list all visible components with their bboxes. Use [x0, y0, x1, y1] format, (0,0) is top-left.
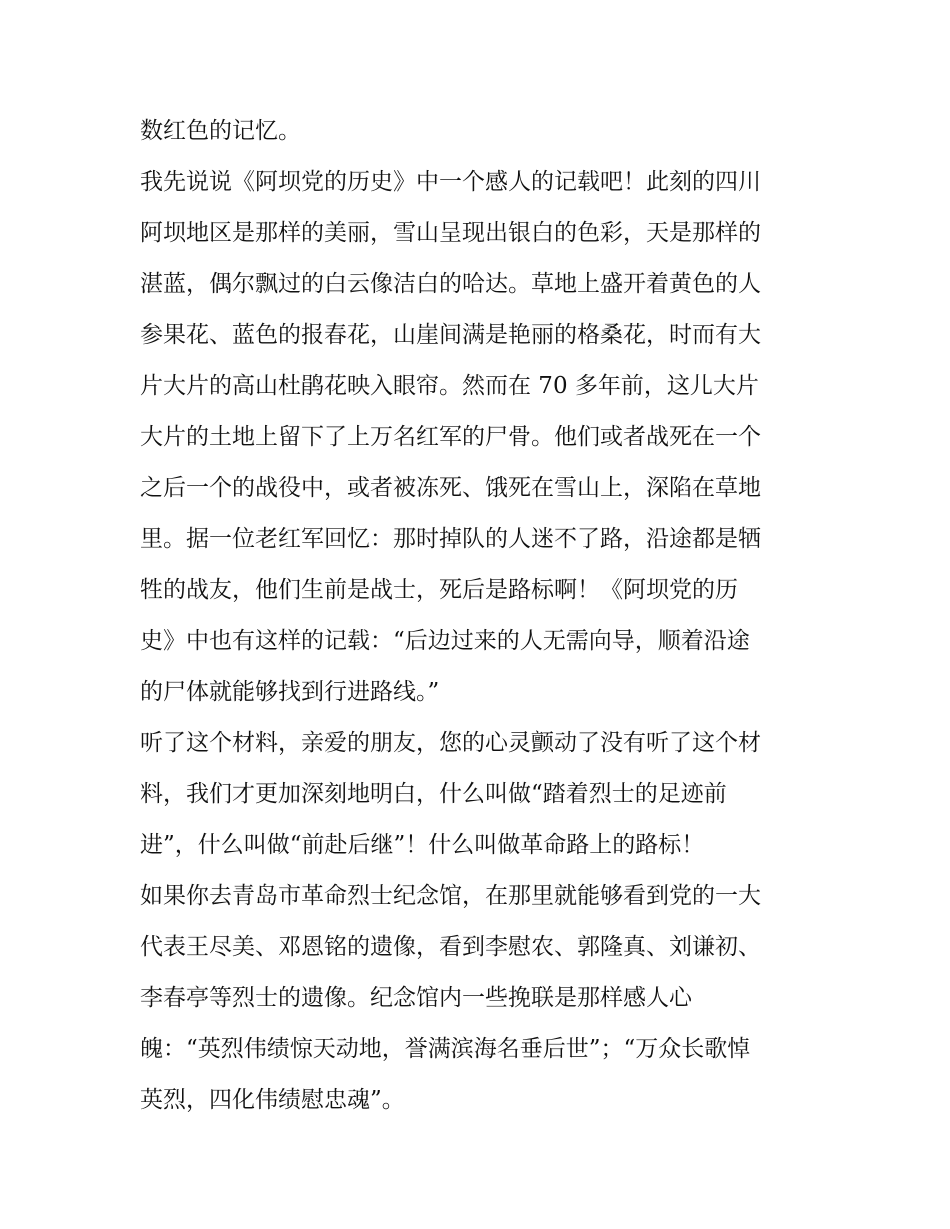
text-line: 料，我们才更加深刻地明白，什么叫做“踏着烈士的足迹前: [140, 781, 727, 807]
text-line: 进”，什么叫做“前赴后继”！什么叫做革命路上的路标！: [140, 832, 705, 858]
text-line: 牲的战友，他们生前是战士，死后是路标啊！《阿坝党的历: [140, 577, 738, 603]
text-line: 湛蓝，偶尔飘过的白云像洁白的哈达。草地上盛开着黄色的人: [140, 271, 761, 297]
text-line: 我先说说《阿坝党的历史》中一个感人的记载吧！此刻的四川: [140, 169, 761, 195]
text-line: 李春亭等烈士的遗像。纪念馆内一些挽联是那样感人心: [140, 985, 692, 1011]
text-line: 如果你去青岛市革命烈士纪念馆，在那里就能够看到党的一大: [140, 883, 761, 909]
text-line: 史》中也有这样的记载：“后边过来的人无需向导，顺着沿途: [140, 628, 750, 654]
text-line: 大片的土地上留下了上万名红军的尸骨。他们或者战死在一个: [140, 424, 761, 450]
text-line: 数红色的记忆。: [140, 118, 301, 144]
text-line: 英烈，四化伟绩慰忠魂”。: [140, 1087, 405, 1113]
text-line: 片大片的高山杜鹃花映入眼帘。然而在 70 多年前，这儿大片: [140, 373, 759, 399]
text-line: 代表王尽美、邓恩铭的遗像，看到李慰农、郭隆真、刘谦初、: [140, 934, 761, 960]
text-line: 阿坝地区是那样的美丽，雪山呈现出银白的色彩，天是那样的: [140, 220, 761, 246]
text-line: 之后一个的战役中，或者被冻死、饿死在雪山上，深陷在草地: [140, 475, 761, 501]
body-text: [140, 106, 820, 1126]
text-line: 魄：“英烈伟绩惊天动地，誉满滨海名垂后世”；“万众长歌悼: [140, 1036, 751, 1062]
text-line: 听了这个材料，亲爱的朋友，您的心灵颤动了没有听了这个材: [140, 730, 761, 756]
text-line: 的尸体就能够找到行进路线。”: [140, 679, 440, 705]
text-line: 参果花、蓝色的报春花，山崖间满是艳丽的格桑花，时而有大: [140, 322, 761, 348]
text-line: 里。据一位老红军回忆：那时掉队的人迷不了路，沿途都是牺: [140, 526, 761, 552]
